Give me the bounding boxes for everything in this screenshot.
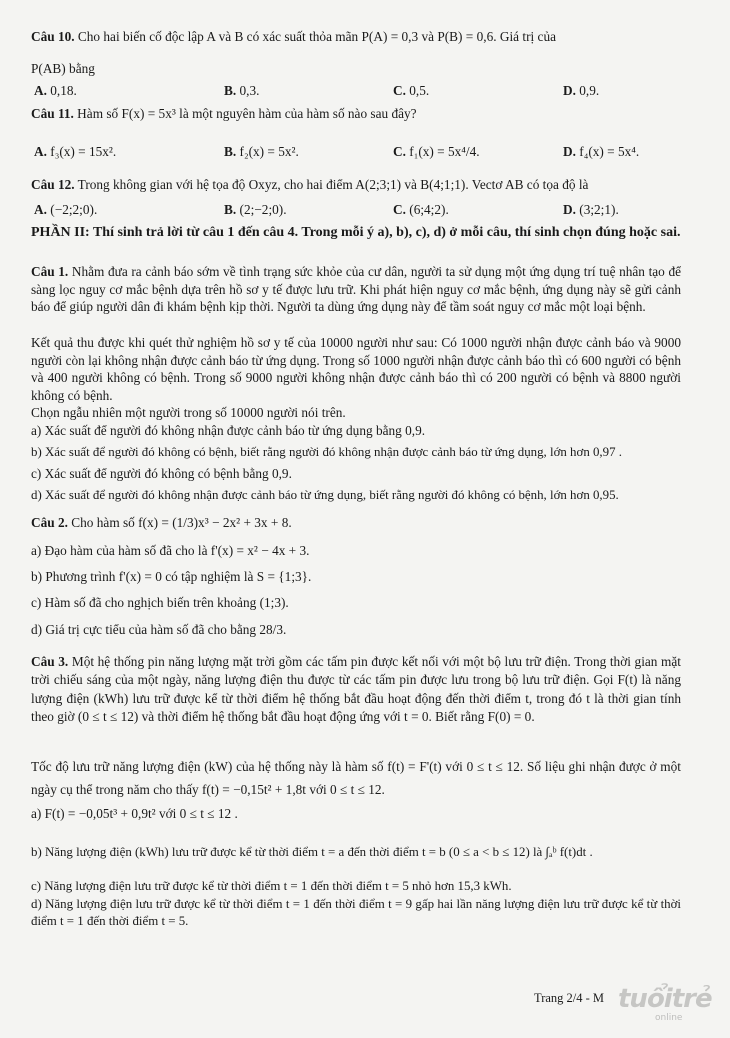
q10-stem-cont: P(AB) bằng xyxy=(31,61,95,76)
q11-stem: Câu 11. Hàm số F(x) = 5x³ là một nguyên hàm của hàm số nào sau đây? xyxy=(31,106,417,121)
p2q1-item-a: a) Xác suất để người đó không nhận được cảnh báo từ ứng dụng bằng 0,9. xyxy=(31,423,426,438)
page-number: Trang 2/4 - M xyxy=(534,991,605,1005)
p2q2-item-c: c) Hàm số đã cho nghịch biến trên khoảng (1;3). xyxy=(31,595,289,610)
p2q3-item-a: a) F(t) = −0,05t³ + 0,9t² với 0 ≤ t ≤ 12 . xyxy=(31,806,238,821)
q10-option-b: B. 0,3. xyxy=(224,83,260,98)
q11-options xyxy=(31,143,681,163)
q12-stem: Câu 12. Trong không gian với hệ tọa độ Oxyz, cho hai điểm A(2;3;1) và B(4;1;1). Vectơ AB có tọa độ là xyxy=(31,177,589,192)
q12-option-a: A. (−2;2;0). xyxy=(34,202,98,217)
q10-option-d: D. 0,9. xyxy=(563,83,600,98)
p2q3-item-c: c) Năng lượng điện lưu trữ được kể từ thời điểm t = 1 đến thời điểm t = 5 nhỏ hơn 15,3 kWh. xyxy=(31,879,512,893)
p2q3-item-b: b) Năng lượng điện (kWh) lưu trữ được kể từ thời điểm t = a đến thời điểm t = b (0 ≤ a < b ≤ 12) là ∫ₐᵇ f(t)dt . xyxy=(31,845,593,859)
q12-option-b: B. (2;−2;0). xyxy=(224,202,287,217)
p2q3-rate: Tốc độ lưu trữ năng lượng điện (kW) của hệ thống này là hàm số f(t) = F'(t) với 0 ≤ t ≤ 12. Số liệu ghi nhận được ở một ngày cụ thể trong năm cho thấy f(t) = −0,15t² + 1,8t với 0 ≤ t ≤ 12. xyxy=(31,759,681,798)
q12-option-d: D. (3;2;1). xyxy=(563,202,619,217)
q10-stem: Câu 10. Cho hai biến cố độc lập A và B có xác suất thỏa mãn P(A) = 0,3 và P(B) = 0,6. Giá trị của xyxy=(31,29,556,44)
newspaper-watermark-sub: online xyxy=(655,1013,683,1023)
q10-option-a: A. 0,18. xyxy=(34,83,77,98)
newspaper-watermark: tuổitrẻ xyxy=(618,984,712,1014)
q11-option-d: D. f₄(x) = 5x⁴. xyxy=(563,144,640,159)
p2q3-item-d: d) Năng lượng điện lưu trữ được kể từ thời điểm t = 1 đến thời điểm t = 9 gấp hai lần năng lượng điện lưu trữ được kể từ thời điểm t = 1 đến thời điểm t = 5. xyxy=(31,897,681,928)
p2q2-item-d: d) Giá trị cực tiểu của hàm số đã cho bằng 28/3. xyxy=(31,622,287,637)
p2q3-intro: Câu 3. Một hệ thống pin năng lượng mặt trời gồm các tấm pin được kết nối với một bộ lưu trữ điện. Trong thời gian mặt trời chiếu sáng của một ngày, năng lượng điện thu được từ các tấm pin được lưu trong bộ lưu trữ điện. Gọi F(t) là năng lượng điện (kWh) lưu trữ được kể từ thời điểm hệ thống bắt đầu hoạt động đến thời điểm t, trong đó t là thời gian tính theo giờ (0 ≤ t ≤ 12) và thời điểm hệ thống bắt đầu hoạt động ứng với t = 0. Biết rằng F(0) = 0. xyxy=(31,654,682,725)
p2q2-item-b: b) Phương trình f'(x) = 0 có tập nghiệm là S = {1;3}. xyxy=(31,569,312,584)
q11-option-b: B. f₂(x) = 5x². xyxy=(224,144,299,159)
q10-option-c: C. 0,5. xyxy=(393,83,430,98)
q12-options xyxy=(31,201,681,221)
q11-option-c: C. f₁(x) = 5x⁴/4. xyxy=(393,144,480,159)
p2q2-intro: Câu 2. Cho hàm số f(x) = (1/3)x³ − 2x² + 3x + 8. xyxy=(31,515,292,530)
p2q2-item-a: a) Đạo hàm của hàm số đã cho là f'(x) = x² − 4x + 3. xyxy=(31,543,310,558)
p2q1-result: Kết quả thu được khi quét thử nghiệm hồ sơ y tế của 10000 người như sau: Có 1000 người nhận được cảnh báo và 9000 người còn lại không nhận được cảnh báo từ ứng dụng. Trong số 1000 người nhận được cảnh báo thì có 600 người có bệnh và 400 người không có bệnh. Trong số 9000 người không nhận được cảnh báo thì có 200 người có bệnh và 8800 người không có bệnh. xyxy=(31,335,681,404)
p2q1-pick: Chọn ngẫu nhiên một người trong số 10000 người nói trên. xyxy=(31,405,346,420)
q12-option-c: C. (6;4;2). xyxy=(393,202,449,217)
p2q1-item-c: c) Xác suất để người đó không có bệnh bằng 0,9. xyxy=(31,466,292,481)
q11-option-a: A. f₃(x) = 15x². xyxy=(34,144,117,159)
p2q1-item-d: d) Xác suất để người đó không nhận được cảnh báo từ ứng dụng, biết rằng người đó không có bệnh, lớn hơn 0,95. xyxy=(31,488,619,502)
p2q1-intro: Câu 1. Nhằm đưa ra cảnh báo sớm về tình trạng sức khỏe của cư dân, người ta sử dụng một ứng dụng trí tuệ nhân tạo để sàng lọc nguy cơ mắc bệnh dựa trên hồ sơ y tế được lưu trữ. Khi phát hiện nguy cơ mắc bệnh, ứng dụng này sẽ gửi cảnh báo để giúp người dân đi khám bệnh kịp thời. Người ta dùng ứng dụng này để tầm soát nguy cơ mắc một loại bệnh. xyxy=(31,264,681,315)
q10-options xyxy=(31,82,681,102)
part2-heading: PHẦN II: Thí sinh trả lời từ câu 1 đến câu 4. Trong mỗi ý a), b), c), d) ở mỗi câu, thí sinh chọn đúng hoặc sai. xyxy=(31,225,681,240)
p2q1-item-b: b) Xác suất để người đó không có bệnh, biết rằng người đó không nhận được cảnh báo từ ứng dụng, lớn hơn 0,97 . xyxy=(31,445,622,459)
